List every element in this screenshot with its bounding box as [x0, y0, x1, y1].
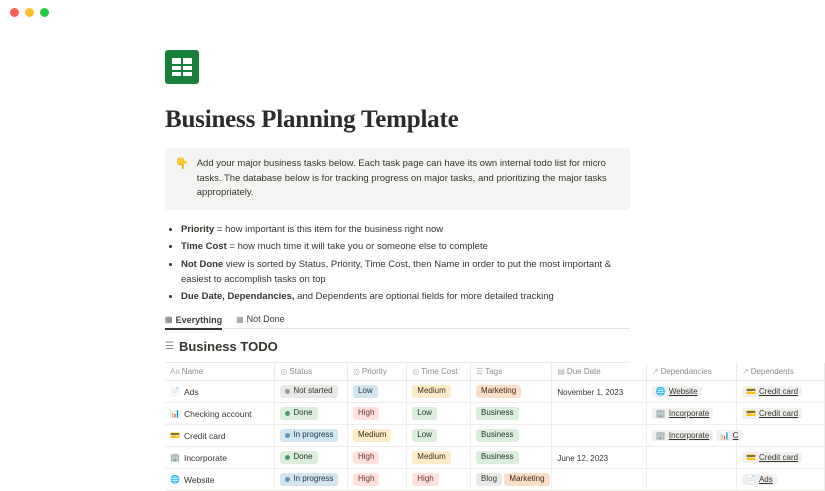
point-down-icon: 👇	[175, 158, 189, 170]
list-icon: ☰	[165, 341, 174, 353]
cell-dependancies[interactable]	[646, 447, 736, 469]
cell-time-cost[interactable]	[407, 469, 471, 491]
multiselect-type-icon: ☰	[476, 367, 484, 377]
time-cost-badge[interactable]: Low	[412, 429, 437, 442]
time-cost-badge[interactable]: High	[412, 473, 438, 486]
priority-badge[interactable]: High	[353, 473, 379, 486]
tag-badge[interactable]: Business	[476, 407, 518, 420]
relation-label: Incorporate	[668, 409, 710, 419]
table-row[interactable]	[165, 469, 825, 491]
relation-icon-emoji: 💳	[746, 409, 756, 419]
relation-label: Website	[668, 387, 698, 397]
cell-tags[interactable]	[471, 403, 552, 425]
column-header-due-date-label: Due Date	[566, 367, 601, 377]
cell-name[interactable]	[165, 447, 275, 469]
cell-tags[interactable]	[471, 469, 552, 491]
cell-time-cost[interactable]	[407, 425, 471, 447]
column-header-status[interactable]	[275, 363, 348, 381]
bullet-text: = how much time it will take you or someone else to complete	[226, 241, 488, 253]
relation-icon-emoji: 🌐	[655, 387, 666, 397]
column-header-dependancies-label: Dependancies	[660, 367, 712, 377]
cell-priority[interactable]	[347, 469, 406, 491]
relation-chip[interactable]	[742, 474, 777, 485]
tab-everything[interactable]	[165, 314, 222, 330]
bullet-list	[165, 222, 630, 304]
cell-time-cost[interactable]	[407, 403, 471, 425]
relation-icon-emoji: 📄	[746, 475, 756, 485]
spreadsheet-icon	[165, 50, 199, 84]
select-type-icon: ◎	[280, 367, 288, 377]
cell-name[interactable]	[165, 425, 275, 447]
window-titlebar	[0, 0, 640, 24]
page-icon: 🏢	[170, 453, 180, 463]
page-title: Business Planning Template	[165, 106, 459, 133]
bullet-term: Due Date, Dependancies,	[181, 290, 295, 302]
column-header-time-cost-label: Time Cost	[421, 367, 458, 377]
relation-icon: ↗	[742, 367, 749, 377]
select-type-icon: ◎	[412, 367, 420, 377]
bullet-term: Time Cost	[181, 241, 227, 253]
cell-status[interactable]	[275, 403, 348, 425]
tag-badge[interactable]: Marketing	[476, 385, 521, 398]
list-item	[181, 239, 630, 254]
maximize-button[interactable]	[40, 8, 49, 17]
calendar-icon: ▤	[557, 367, 565, 377]
cell-dependents[interactable]	[737, 403, 825, 425]
database-title-label: Business TODO	[178, 339, 278, 355]
column-header-dependents-label: Dependents	[750, 367, 794, 377]
priority-badge[interactable]: Medium	[353, 429, 391, 442]
callout-block	[165, 148, 630, 210]
column-header-priority[interactable]	[347, 363, 406, 381]
table-header-row	[165, 363, 825, 381]
priority-badge[interactable]: High	[353, 451, 379, 464]
cell-name[interactable]	[165, 403, 275, 425]
cell-status[interactable]	[275, 469, 348, 491]
list-item	[181, 222, 630, 237]
cell-due-date[interactable]	[552, 469, 647, 491]
cell-dependancies[interactable]	[646, 425, 739, 447]
cell-status[interactable]	[275, 447, 348, 469]
cell-tags[interactable]	[471, 447, 552, 469]
time-cost-badge[interactable]: Medium	[412, 385, 450, 398]
cell-tags[interactable]	[471, 425, 552, 447]
cell-due-date[interactable]	[552, 381, 647, 403]
row-name-label: Credit card	[183, 430, 226, 441]
relation-icon-emoji: 💳	[746, 387, 756, 397]
relation-icon-emoji: 🏢	[655, 409, 666, 419]
bullet-text: = how important is this item for the business right now	[214, 224, 444, 236]
cell-time-cost[interactable]	[407, 447, 471, 469]
list-item	[181, 289, 630, 304]
cell-dependancies[interactable]	[646, 403, 736, 425]
bullet-term: Priority	[181, 224, 215, 236]
relation-chip[interactable]	[716, 430, 743, 441]
cell-dependancies[interactable]	[646, 469, 736, 491]
cell-dependents[interactable]	[737, 447, 825, 469]
document-content	[165, 24, 799, 491]
callout-text: Add your major business tasks below. Each task page can have its own internal todo list for micro tasks. The database below is for tracking progress on major tasks, and prioritizing the major tasks appropriately.	[196, 158, 607, 199]
status-badge[interactable]: Done	[280, 407, 317, 420]
table-row[interactable]	[165, 403, 825, 425]
cell-dependents[interactable]	[737, 469, 825, 491]
cell-due-date[interactable]	[552, 425, 647, 447]
relation-chip[interactable]	[742, 452, 802, 463]
row-name-label: Incorporate	[183, 452, 227, 463]
database-table	[165, 363, 825, 491]
due-date-text: November 1, 2023	[557, 387, 624, 397]
column-header-due-date[interactable]	[552, 363, 647, 381]
relation-icon-emoji: 🏢	[655, 431, 666, 441]
status-badge[interactable]: In progress	[280, 473, 338, 486]
table-row[interactable]	[165, 425, 825, 447]
column-header-priority-label: Priority	[361, 367, 387, 377]
relation-chip[interactable]	[742, 386, 802, 397]
select-type-icon: ◎	[352, 367, 360, 377]
relation-label: C	[732, 431, 739, 441]
row-name-label: Checking account	[183, 408, 252, 419]
status-badge[interactable]: Not started	[280, 385, 337, 398]
column-header-name-label: Name	[181, 367, 204, 377]
relation-chip[interactable]	[742, 408, 802, 419]
column-header-name[interactable]	[165, 363, 275, 381]
row-name-label: Ads	[183, 386, 199, 397]
cell-priority[interactable]	[347, 447, 406, 469]
tag-badge[interactable]: Marketing	[504, 473, 549, 486]
tab-everything-label: Everything	[175, 314, 223, 325]
table-icon: ▦	[165, 315, 173, 325]
relation-label: Incorporate	[668, 431, 710, 441]
cell-dependents[interactable]	[737, 381, 825, 403]
close-button[interactable]	[10, 8, 19, 17]
cell-status[interactable]	[275, 425, 348, 447]
row-name-label: Website	[183, 474, 215, 485]
status-badge[interactable]: In progress	[280, 429, 338, 442]
table-body	[165, 381, 825, 491]
database-table-wrapper	[165, 362, 799, 491]
relation-label: Credit card	[758, 453, 799, 463]
text-type-icon: Aa	[170, 367, 180, 377]
relation-icon: ↗	[651, 367, 659, 377]
cell-due-date[interactable]	[552, 403, 647, 425]
bullet-text: and Dependents are optional fields for more detailed tracking	[294, 290, 554, 302]
relation-chip[interactable]	[652, 386, 702, 397]
page-icon: 🌐	[170, 475, 180, 485]
cell-due-date[interactable]	[552, 447, 647, 469]
cell-name[interactable]	[165, 469, 275, 491]
tag-badge[interactable]: Blog	[476, 473, 502, 486]
cell-tags[interactable]	[471, 381, 552, 403]
cell-priority[interactable]	[347, 381, 406, 403]
column-header-dependancies[interactable]	[646, 363, 736, 381]
relation-chip[interactable]	[652, 430, 713, 441]
cell-priority[interactable]	[347, 403, 406, 425]
relation-label: Credit card	[758, 409, 799, 419]
table-row[interactable]	[165, 381, 825, 403]
minimize-button[interactable]	[25, 8, 34, 17]
column-header-dependents[interactable]	[737, 363, 825, 381]
view-tab-bar	[165, 314, 630, 329]
status-badge[interactable]: Done	[280, 451, 317, 464]
priority-badge[interactable]: Low	[353, 385, 378, 398]
due-date-text: June 12, 2023	[557, 453, 609, 463]
tab-not-done[interactable]	[236, 314, 285, 324]
bullet-term: Not Done	[181, 258, 224, 270]
bullet-text: view is sorted by Status, Priority, Time Cost, then Name in order to put the most important & easiest to accomplish tasks on top	[181, 258, 612, 285]
table-row[interactable]	[165, 447, 825, 469]
relation-label: Ads	[758, 475, 773, 485]
priority-badge[interactable]: High	[353, 407, 379, 420]
cell-dependancies[interactable]	[646, 381, 736, 403]
tab-not-done-label: Not Done	[246, 314, 285, 325]
page-icon: 💳	[170, 431, 180, 441]
cell-time-cost[interactable]	[407, 381, 471, 403]
column-header-status-label: Status	[289, 367, 313, 377]
relation-icon-emoji: 💳	[746, 453, 756, 463]
tag-badge[interactable]: Business	[476, 451, 518, 464]
cell-priority[interactable]	[347, 425, 406, 447]
cell-status[interactable]	[275, 381, 348, 403]
cell-name[interactable]	[165, 381, 275, 403]
column-header-tags-label: Tags	[485, 367, 503, 377]
page-icon: 📊	[170, 409, 180, 419]
page-icon: 📄	[170, 387, 180, 397]
time-cost-badge[interactable]: Medium	[412, 451, 450, 464]
document-page	[0, 24, 799, 491]
relation-label: Credit card	[758, 387, 799, 397]
table-icon: ▦	[236, 314, 244, 324]
relation-chip[interactable]	[652, 408, 713, 419]
column-header-tags[interactable]	[471, 363, 552, 381]
tag-badge[interactable]: Business	[476, 429, 518, 442]
database-title[interactable]	[165, 339, 630, 354]
list-item	[181, 257, 630, 287]
relation-icon-emoji: 📊	[719, 431, 730, 441]
time-cost-badge[interactable]: Low	[412, 407, 437, 420]
cell-dependents[interactable]	[737, 425, 825, 447]
column-header-time-cost[interactable]	[407, 363, 471, 381]
